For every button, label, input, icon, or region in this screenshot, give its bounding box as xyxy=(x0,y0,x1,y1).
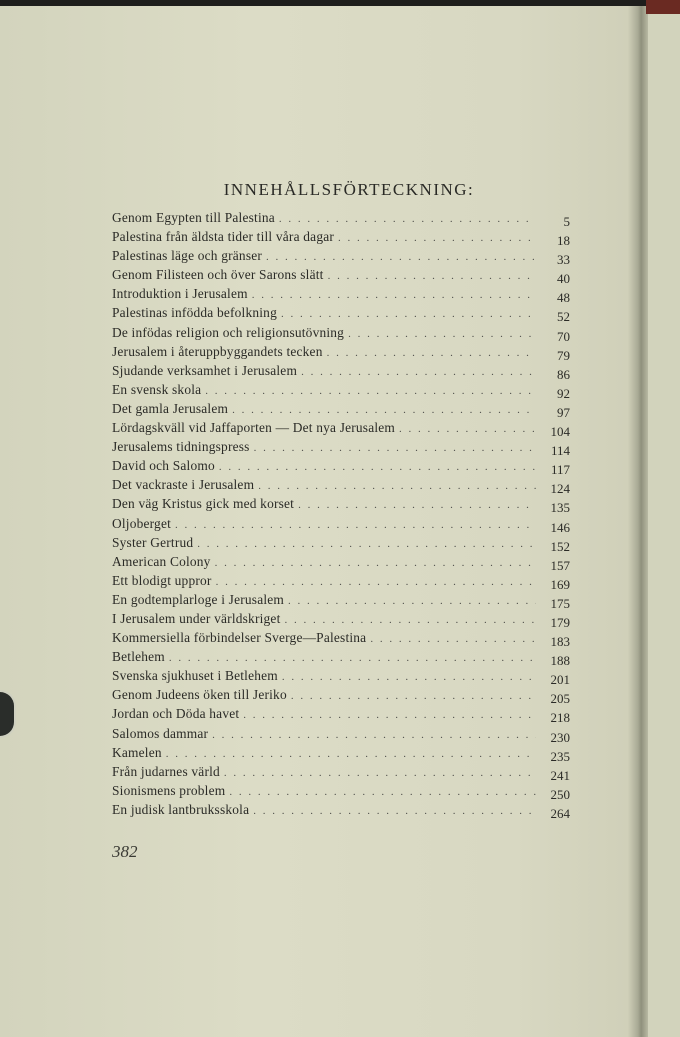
toc-entry xyxy=(112,361,570,380)
toc-entry xyxy=(112,533,570,552)
toc-entry-title: Sionismens problem xyxy=(112,782,226,798)
toc-entry-title: En svensk skola xyxy=(112,381,202,397)
toc-entry-title: Palestinas infödda befolkning xyxy=(112,305,277,321)
toc-entry xyxy=(112,494,570,516)
toc-entry-title: Den väg Kristus gick med korset xyxy=(112,496,295,512)
toc-entry-title: Kamelen xyxy=(112,744,162,760)
toc-leader-dots xyxy=(253,802,536,821)
toc-leader-dots xyxy=(175,516,536,535)
toc-entry-page: 169 xyxy=(550,576,570,592)
toc-entry-title: Det vackraste i Jerusalem xyxy=(112,477,255,493)
toc-entry-title: Ett blodigt uppror xyxy=(112,572,212,588)
toc-leader-dots xyxy=(219,458,536,477)
toc-entry xyxy=(112,456,570,478)
toc-entry-title: I Jerusalem under världskriget xyxy=(112,610,281,626)
toc-entry xyxy=(112,571,570,590)
toc-heading xyxy=(0,180,680,200)
toc-entry xyxy=(112,380,570,399)
toc-entry-page: 104 xyxy=(550,424,570,440)
toc-entry-title: American Colony xyxy=(112,553,211,569)
toc-entry xyxy=(112,418,570,440)
toc-leader-dots xyxy=(282,668,536,687)
toc-entry-title: Det gamla Jerusalem xyxy=(112,400,229,416)
toc-leader-dots xyxy=(197,535,536,554)
toc-entry xyxy=(112,265,570,287)
table-of-contents xyxy=(112,208,570,819)
toc-entry-title: Salomos dammar xyxy=(112,725,209,741)
toc-leader-dots xyxy=(252,286,536,305)
page-number: 382 xyxy=(112,842,138,861)
toc-heading-text: INNEHÅLLSFÖRTECKNING: xyxy=(223,180,475,199)
toc-leader-dots xyxy=(224,764,536,783)
toc-entry-page: 92 xyxy=(557,385,570,401)
toc-entry-page: 117 xyxy=(550,462,570,478)
toc-entry-title: Jerusalem i återuppbyggandets tecken xyxy=(112,343,323,359)
toc-entry-title: En godtemplarloge i Jerusalem xyxy=(112,591,285,607)
toc-entry xyxy=(112,647,570,669)
cover-corner xyxy=(646,0,680,14)
toc-entry xyxy=(112,514,570,533)
toc-entry-title: Svenska sjukhuset i Betlehem xyxy=(112,668,278,684)
toc-entry-page: 48 xyxy=(557,290,570,306)
toc-leader-dots xyxy=(291,687,536,706)
toc-leader-dots xyxy=(215,554,536,573)
toc-leader-dots xyxy=(328,267,536,286)
toc-entry xyxy=(112,475,570,497)
toc-entry-title: Jerusalems tidningspress xyxy=(112,439,250,455)
toc-entry-page: 40 xyxy=(557,271,570,287)
toc-leader-dots xyxy=(229,783,536,802)
toc-entry xyxy=(112,609,570,628)
toc-leader-dots xyxy=(288,592,536,611)
book-gutter xyxy=(628,6,650,1037)
toc-entry-page: 235 xyxy=(550,748,570,764)
facing-page-edge xyxy=(648,14,680,1037)
toc-entry-title: Genom Filisteen och över Sarons slätt xyxy=(112,267,324,283)
toc-entry-title: Syster Gertrud xyxy=(112,534,194,550)
toc-entry xyxy=(112,246,570,268)
toc-entry-page: 135 xyxy=(550,500,570,516)
toc-entry-page: 124 xyxy=(550,481,570,497)
toc-entry-page: 5 xyxy=(563,214,570,229)
toc-entry-page: 79 xyxy=(557,347,570,363)
toc-leader-dots xyxy=(258,477,536,496)
toc-leader-dots xyxy=(298,496,536,515)
toc-entry-page: 18 xyxy=(557,233,570,249)
toc-entry-title: En judisk lantbruksskola xyxy=(112,801,250,817)
toc-entry xyxy=(112,303,570,325)
toc-entry-page: 205 xyxy=(550,691,570,707)
toc-entry-page: 86 xyxy=(557,366,570,382)
toc-entry xyxy=(112,208,570,227)
toc-entry-page: 33 xyxy=(557,252,570,268)
toc-entry-page: 201 xyxy=(550,672,570,688)
toc-entry-title: Oljoberget xyxy=(112,515,172,531)
toc-leader-dots xyxy=(370,630,536,649)
toc-entry-title: Sjudande verksamhet i Jerusalem xyxy=(112,362,298,378)
toc-entry-page: 175 xyxy=(550,595,570,611)
toc-entry xyxy=(112,342,570,361)
toc-entry xyxy=(112,399,570,418)
toc-entry xyxy=(112,743,570,762)
toc-entry-page: 183 xyxy=(550,634,570,650)
toc-entry xyxy=(112,800,570,819)
toc-entry-page: 157 xyxy=(550,557,570,573)
toc-entry xyxy=(112,590,570,609)
toc-leader-dots xyxy=(399,420,536,439)
toc-entry xyxy=(112,704,570,726)
toc-entry-title: Introduktion i Jerusalem xyxy=(112,286,248,302)
toc-leader-dots xyxy=(212,726,536,745)
toc-entry xyxy=(112,781,570,800)
toc-entry xyxy=(112,284,570,306)
toc-entry xyxy=(112,685,570,707)
toc-leader-dots xyxy=(243,706,536,725)
toc-entry-title: Genom Judeens öken till Jeriko xyxy=(112,687,287,703)
toc-entry xyxy=(112,628,570,650)
toc-entry-page: 146 xyxy=(550,519,570,535)
toc-entry-page: 188 xyxy=(550,653,570,669)
toc-leader-dots xyxy=(327,344,536,363)
toc-entry-page: 152 xyxy=(550,538,570,554)
toc-entry-page: 70 xyxy=(557,328,570,344)
toc-entry-page: 250 xyxy=(550,786,570,802)
toc-entry xyxy=(112,437,570,459)
toc-entry-page: 230 xyxy=(550,729,570,745)
toc-entry-page: 241 xyxy=(550,767,570,783)
toc-entry-page: 264 xyxy=(550,805,570,821)
toc-entry-title: De infödas religion och religionsutövning xyxy=(112,324,345,340)
toc-entry-title: Jordan och Döda havet xyxy=(112,706,240,722)
toc-entry-page: 114 xyxy=(550,443,570,459)
toc-leader-dots xyxy=(166,745,536,764)
toc-leader-dots xyxy=(338,229,536,248)
toc-entry-title: Betlehem xyxy=(112,649,165,665)
toc-entry-title: Palestinas läge och gränser xyxy=(112,248,263,264)
toc-entry-page: 179 xyxy=(550,614,570,630)
toc-entry-title: Palestina från äldsta tider till våra dagar xyxy=(112,229,335,245)
toc-entry xyxy=(112,227,570,249)
toc-entry xyxy=(112,666,570,688)
toc-entry-page: 218 xyxy=(550,710,570,726)
toc-entry xyxy=(112,724,570,743)
toc-entry-title: David och Salomo xyxy=(112,458,215,474)
toc-entry-title: Från judarnes värld xyxy=(112,763,220,779)
toc-entry-title: Genom Egypten till Palestina xyxy=(112,210,275,225)
toc-entry xyxy=(112,323,570,342)
toc-entry xyxy=(112,762,570,781)
toc-leader-dots xyxy=(254,439,536,458)
toc-leader-dots xyxy=(348,325,536,344)
toc-entry-page: 97 xyxy=(557,404,570,420)
toc-entry xyxy=(112,552,570,571)
toc-entry-title: Lördagskväll vid Jaffaporten — Det nya Jerusalem xyxy=(112,420,396,436)
toc-leader-dots xyxy=(301,363,536,382)
toc-entry-page: 52 xyxy=(557,309,570,325)
toc-entry-title: Kommersiella förbindelser Sverge—Palestina xyxy=(112,630,367,646)
toc-leader-dots xyxy=(205,382,536,401)
